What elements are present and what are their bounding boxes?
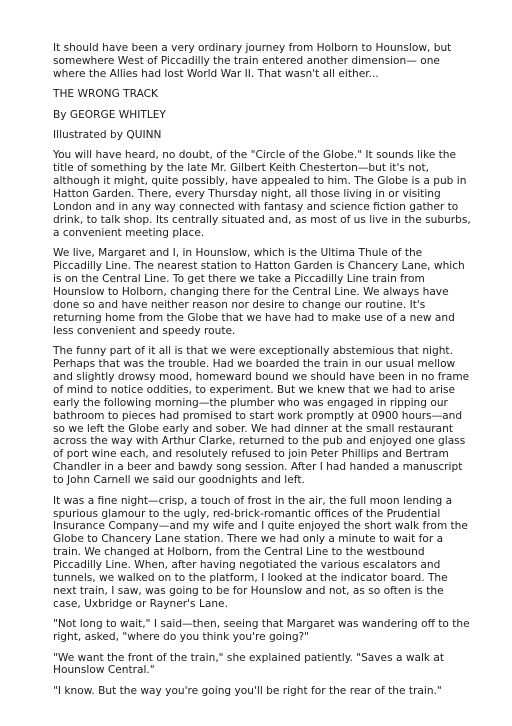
story-page [53, 42, 473, 705]
paragraph: "Not long to wait," I said—then, seeing that Margaret was wandering off to the right, asked, "where do you think you're going?" [53, 618, 470, 644]
author-byline: By GEORGE WHITLEY [53, 108, 166, 121]
paragraph: The funny part of it all is that we were exceptionally abstemious that night. Perhaps that was the trouble. Had we boarded the train in our usual mellow and slightly drowsy mood, homeward bound we should have been in no frame of mind to notice oddities, to experiment. But we knew that we had to arise early the following morning—the plumber who was engaged in ripping our bathroom to pieces had promised to start work promptly at 0900 hours—and so we left the Globe early and sober. We had dinner at the small restaurant across the way with Arthur Clarke, returned to the pub and enjoyed one glass of port wine each, and resolutely refused to join Peter Phillips and Bertram Chandler in a beer and bawdy song session. After I had handed a manuscript to John Carnell we said our goodnights and left. [53, 345, 470, 487]
story-title: THE WRONG TRACK [53, 88, 158, 101]
paragraph: "I know. But the way you're going you'll be right for the rear of the train." [53, 684, 442, 697]
paragraph: We live, Margaret and I, in Hounslow, which is the Ultima Thule of the Piccadilly Line. The nearest station to Hatton Garden is Chancery Lane, which is on the Central Line. To get there we take a Piccadilly Line train from Hounslow to Holborn, changing there for the Central Line. We always have done so and have neither reason nor desire to change our routine. It's returning home from the Globe that we have had to make use of a new and less convenient and speedy route. [53, 247, 465, 337]
paragraph: You will have heard, no doubt, of the "Circle of the Globe." It sounds like the title of something by the late Mr. Gilbert Keith Chesterton—but it's not, although it might, quite possibly, have appealed to him. The Globe is a pub in Hatton Garden. There, every Thursday night, all those living in or visiting London and in any way connected with fantasy and science fiction gather to drink, to talk shop. Its centrally situated and, as most of us live in the suburbs, a convenient meeting place. [53, 149, 471, 239]
paragraph: It was a fine night—crisp, a touch of frost in the air, the full moon lending a spurious glamour to the ugly, red-brick-romantic offices of the Prudential Insurance Company—and my wife and I quite enjoyed the short walk from the Globe to Chancery Lane station. There we had only a minute to wait for a train. We changed at Holborn, from the Central Line to the westbound Piccadilly Line. When, after having negotiated the various escalators and tunnels, we walked on to the platform, I looked at the indicator board. The next train, I saw, was going to be for Hounslow and not, as so often is the case, Uxbridge or Rayner's Lane. [53, 494, 468, 610]
paragraph: "We want the front of the train," she explained patiently. "Saves a walk at Hounslow Central." [53, 651, 445, 677]
intro-blurb: It should have been a very ordinary journey from Holborn to Hounslow, but somewhere West of Piccadilly the train entered another dimension— one where the Allies had lost World War II. That wasn't all either... [53, 42, 452, 80]
illustrator-credit: Illustrated by QUINN [53, 129, 162, 142]
